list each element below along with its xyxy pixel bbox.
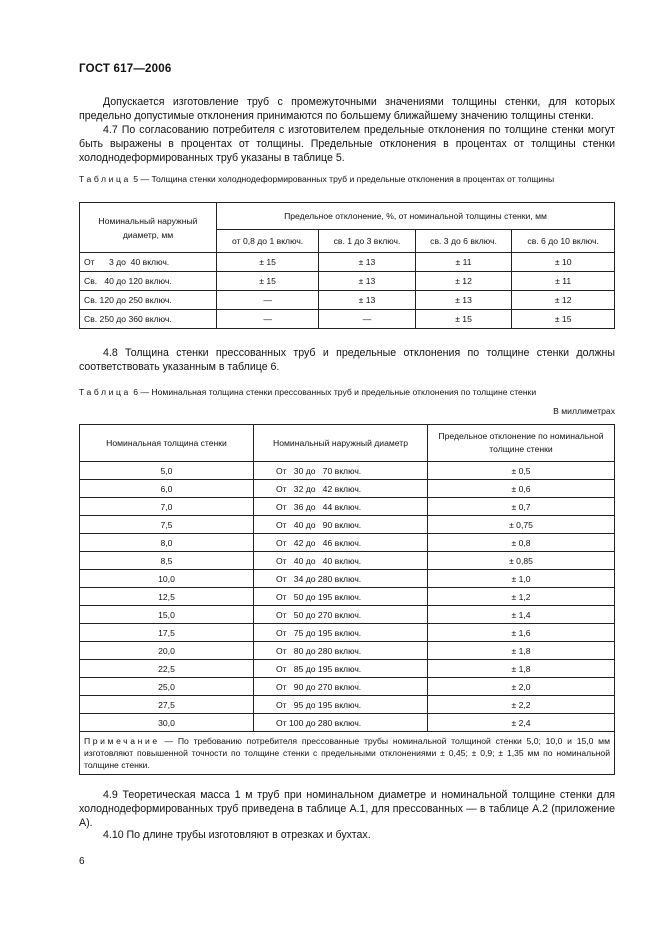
diameter-cell: От 50 до 195 включ. — [254, 588, 428, 606]
deviation-cell: ± 1,4 — [428, 606, 615, 624]
diameter-cell: От 32 до 42 включ. — [254, 480, 428, 498]
table-row — [80, 624, 615, 642]
diameter-cell: От 95 до 195 включ. — [254, 696, 428, 714]
thickness-cell: 22,5 — [80, 660, 254, 678]
table-row — [80, 291, 615, 310]
deviation-cell: ± 0,85 — [428, 552, 615, 570]
deviation-cell: ± 1,0 — [428, 570, 615, 588]
paragraph-4-8 — [79, 346, 615, 374]
deviation-cell: — — [319, 310, 416, 329]
table-row — [80, 480, 615, 498]
diameter-cell: От 40 до 40 включ. — [254, 552, 428, 570]
diameter-cell: От 90 до 270 включ. — [254, 678, 428, 696]
table-row — [80, 272, 615, 291]
deviation-cell: ± 0,75 — [428, 516, 615, 534]
deviation-cell: ± 2,2 — [428, 696, 615, 714]
diameter-range-cell: Св. 40 до 120 включ. — [80, 272, 217, 291]
diameter-cell: От 50 до 270 включ. — [254, 606, 428, 624]
paragraph-4-10 — [79, 828, 615, 842]
table-row — [80, 552, 615, 570]
deviation-cell: ± 1,6 — [428, 624, 615, 642]
deviation-cell: ± 15 — [512, 310, 615, 329]
deviation-cell: ± 13 — [319, 272, 416, 291]
table6-header-diameter: Номинальный наружный диаметр — [254, 425, 428, 462]
diameter-range-cell: Св. 250 до 360 включ. — [80, 310, 217, 329]
table5-header-group: Предельное отклонение, %, от номинальной толщины стенки, мм — [217, 203, 615, 230]
caption-text: 6 — Номинальная толщина стенки прессованных труб и предельные отклонения по толщине стенки — [130, 387, 537, 397]
table-row — [80, 253, 615, 272]
deviation-cell: ± 15 — [217, 272, 319, 291]
deviation-cell: — — [217, 310, 319, 329]
table6-note — [80, 732, 615, 775]
thickness-cell: 17,5 — [80, 624, 254, 642]
thickness-cell: 25,0 — [80, 678, 254, 696]
note-text: — По требованию потребителя прессованные трубы номинальной толщиной стенки 5,0; 10,0 и 15,0 мм изготовляют повышенной точности по толщине стенки с предельными отклонениями ± 0,45; ± 0,9; ± 1,35 мм по номинальной толщине стенки. — [84, 736, 610, 770]
deviation-cell: ± 2,4 — [428, 714, 615, 732]
diameter-cell: От 30 до 70 включ. — [254, 462, 428, 480]
table-row — [80, 534, 615, 552]
caption-text: 5 — Толщина стенки холоднодеформированных труб и предельные отклонения в процентах от толщины — [130, 174, 555, 184]
thickness-cell: 7,0 — [80, 498, 254, 516]
deviation-cell: ± 0,6 — [428, 480, 615, 498]
deviation-cell: ± 15 — [217, 253, 319, 272]
table6-header-deviation: Предельное отклонение по номинальной толщине стенки — [428, 425, 615, 462]
deviation-cell: ± 1,2 — [428, 588, 615, 606]
table-row — [80, 714, 615, 732]
diameter-cell: От 34 до 280 включ. — [254, 570, 428, 588]
caption-word: Таблица — [79, 174, 131, 184]
table-row — [80, 678, 615, 696]
note-word: Примечание — [84, 736, 160, 746]
table-row — [80, 606, 615, 624]
diameter-cell: От 36 до 44 включ. — [254, 498, 428, 516]
thickness-cell: 20,0 — [80, 642, 254, 660]
diameter-cell: От 100 до 280 включ. — [254, 714, 428, 732]
deviation-cell: ± 0,5 — [428, 462, 615, 480]
diameter-cell: От 85 до 195 включ. — [254, 660, 428, 678]
deviation-cell: ± 0,7 — [428, 498, 615, 516]
diameter-cell: От 40 до 90 включ. — [254, 516, 428, 534]
table6-caption — [79, 385, 615, 399]
thickness-cell: 15,0 — [80, 606, 254, 624]
thickness-cell: 8,5 — [80, 552, 254, 570]
deviation-cell: ± 11 — [415, 253, 512, 272]
diameter-cell: От 75 до 195 включ. — [254, 624, 428, 642]
diameter-cell: От 42 до 46 включ. — [254, 534, 428, 552]
paragraph-intermediate-thickness — [79, 95, 615, 123]
deviation-cell: ± 11 — [512, 272, 615, 291]
paragraph-text: 4.7 По согласованию потребителя с изготовителем предельные отклонения по толщине стенки могут быть выражены в процентах от толщины. Предельные отклонения в процентах от толщины стенки холоднодеформированных труб указаны в таблице 5. — [79, 124, 615, 164]
table-row — [80, 642, 615, 660]
thickness-cell: 6,0 — [80, 480, 254, 498]
thickness-cell: 5,0 — [80, 462, 254, 480]
table5-header-diameter: Номинальный наружный диаметр, мм — [80, 203, 217, 253]
diameter-range-cell: От 3 до 40 включ. — [80, 253, 217, 272]
paragraph-text: Допускается изготовление труб с промежуточными значениями толщины стенки, для которых предельно допустимые отклонения принимаются по большему ближайшему значению толщины стенки. — [79, 96, 615, 122]
document-header: ГОСТ 617—2006 — [79, 63, 172, 75]
table-row — [80, 570, 615, 588]
table-row — [80, 462, 615, 480]
deviation-cell: ± 12 — [415, 272, 512, 291]
table5-subheader: св. 6 до 10 включ. — [512, 230, 615, 253]
caption-word: Таблица — [79, 387, 131, 397]
table6-header-thickness: Номинальная толщина стенки — [80, 425, 254, 462]
table-row — [80, 516, 615, 534]
deviation-cell: ± 1,8 — [428, 660, 615, 678]
thickness-cell: 27,5 — [80, 696, 254, 714]
table5-caption — [79, 172, 615, 186]
paragraph-4-9 — [79, 788, 615, 830]
table-5 — [79, 202, 615, 329]
diameter-range-cell: Св. 120 до 250 включ. — [80, 291, 217, 310]
thickness-cell: 10,0 — [80, 570, 254, 588]
thickness-cell: 30,0 — [80, 714, 254, 732]
deviation-cell: ± 13 — [319, 291, 416, 310]
deviation-cell: ± 12 — [512, 291, 615, 310]
paragraph-text: 4.10 По длине трубы изготовляют в отрезках и бухтах. — [103, 829, 371, 841]
deviation-cell: ± 13 — [415, 291, 512, 310]
thickness-cell: 12,5 — [80, 588, 254, 606]
table-row — [80, 310, 615, 329]
deviation-cell: ± 15 — [415, 310, 512, 329]
table-row — [80, 660, 615, 678]
thickness-cell: 7,5 — [80, 516, 254, 534]
table-6 — [79, 424, 615, 775]
paragraph-text: 4.9 Теоретическая масса 1 м труб при номинальном диаметре и номинальной толщине стенки для холоднодеформированных труб приведена в таблице А.1, для прессованных — в таблице А.2 (приложение А). — [79, 789, 615, 829]
deviation-cell: ± 0,8 — [428, 534, 615, 552]
diameter-cell: От 80 до 280 включ. — [254, 642, 428, 660]
deviation-cell: ± 10 — [512, 253, 615, 272]
page-number: 6 — [79, 856, 85, 867]
deviation-cell: ± 13 — [319, 253, 416, 272]
paragraph-text: 4.8 Толщина стенки прессованных труб и предельные отклонения по толщине стенки должны соответствовать указанным в таблице 6. — [79, 347, 615, 373]
thickness-cell: 8,0 — [80, 534, 254, 552]
deviation-cell: — — [217, 291, 319, 310]
table-row — [80, 588, 615, 606]
table-row — [80, 498, 615, 516]
table-row — [80, 696, 615, 714]
table5-subheader: от 0,8 до 1 включ. — [217, 230, 319, 253]
deviation-cell: ± 1,8 — [428, 642, 615, 660]
table6-units: В миллиметрах — [553, 406, 615, 416]
deviation-cell: ± 2,0 — [428, 678, 615, 696]
table5-subheader: св. 1 до 3 включ. — [319, 230, 416, 253]
paragraph-4-7 — [79, 123, 615, 165]
table5-subheader: св. 3 до 6 включ. — [415, 230, 512, 253]
